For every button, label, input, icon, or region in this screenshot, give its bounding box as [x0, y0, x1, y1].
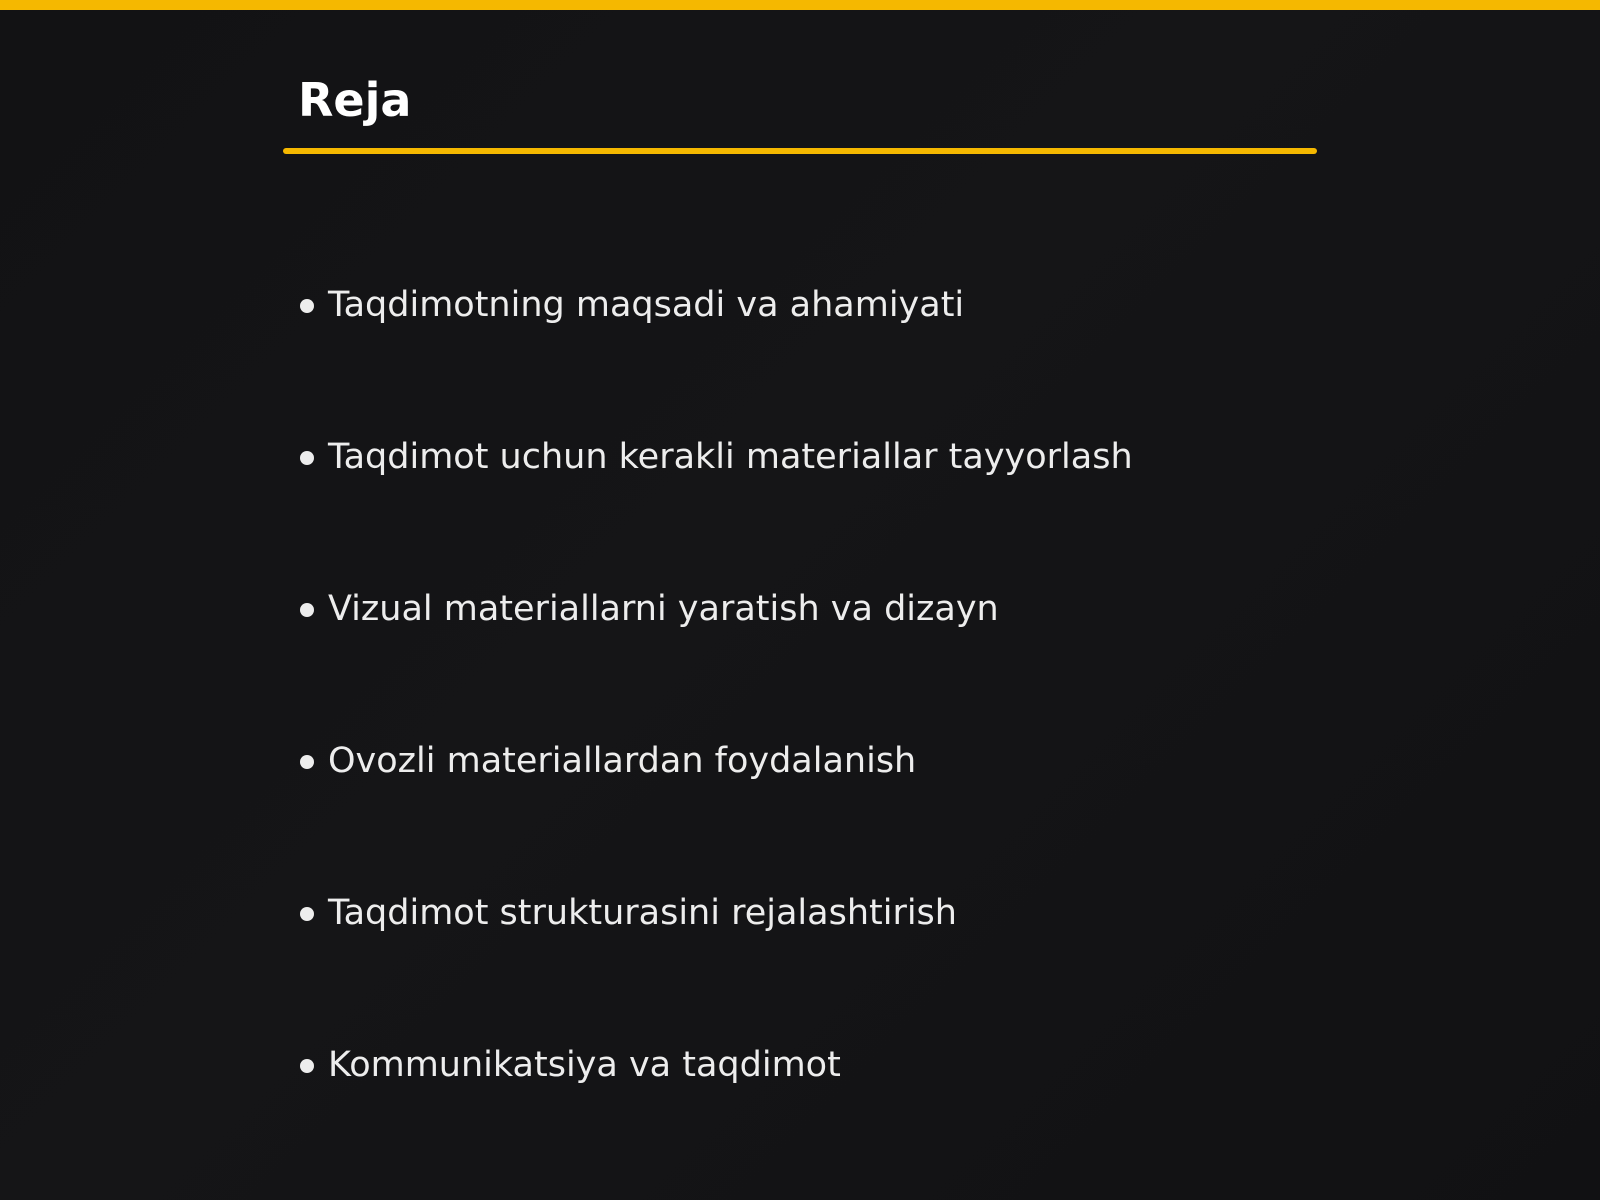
- top-accent-bar: [0, 0, 1600, 10]
- agenda-item-text: Taqdimot uchun kerakli materiallar tayyorlash: [328, 437, 1133, 477]
- bullet-icon: [300, 603, 314, 617]
- agenda-item: [300, 1035, 1133, 1187]
- bullet-icon: [300, 299, 314, 313]
- bullet-icon: [300, 451, 314, 465]
- agenda-item: [300, 427, 1133, 579]
- agenda-item: [300, 883, 1133, 1035]
- agenda-list: [300, 275, 1133, 1187]
- bullet-icon: [300, 755, 314, 769]
- agenda-item-text: Taqdimotning maqsadi va ahamiyati: [328, 285, 965, 325]
- agenda-item-text: Ovozli materiallardan foydalanish: [328, 741, 917, 781]
- title-underline: [283, 148, 1317, 154]
- agenda-item: [300, 579, 1133, 731]
- agenda-item-text: Kommunikatsiya va taqdimot: [328, 1045, 841, 1085]
- bullet-icon: [300, 907, 314, 921]
- slide-title: Reja: [298, 73, 412, 127]
- agenda-item: [300, 731, 1133, 883]
- agenda-item-text: Vizual materiallarni yaratish va dizayn: [328, 589, 999, 629]
- agenda-item: [300, 275, 1133, 427]
- agenda-item-text: Taqdimot strukturasini rejalashtirish: [328, 893, 957, 933]
- bullet-icon: [300, 1059, 314, 1073]
